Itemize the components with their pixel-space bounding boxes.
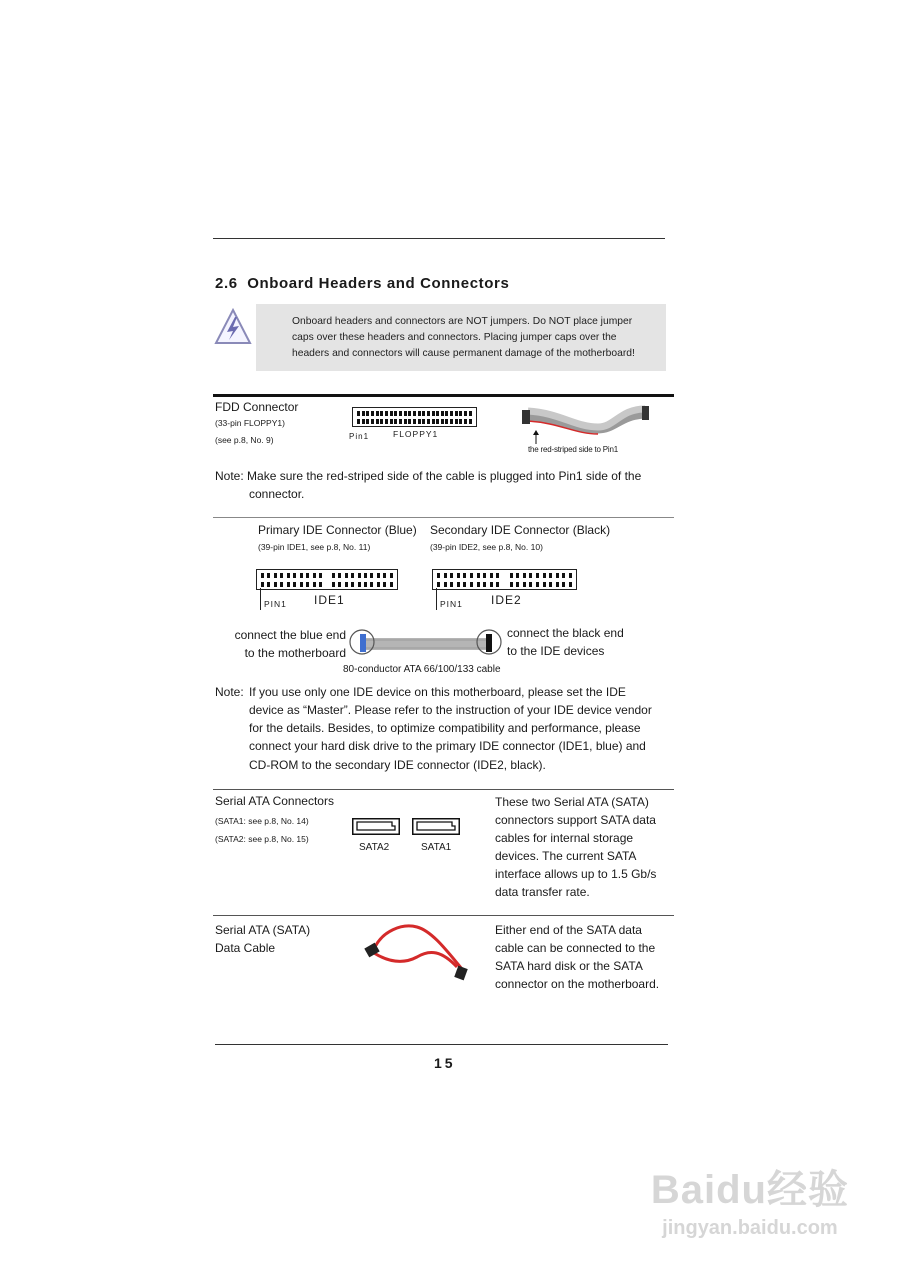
ide1-label: IDE1 [314, 593, 345, 607]
warning-triangle-icon [214, 307, 252, 347]
sata-description [495, 793, 656, 901]
fdd-ref-label: (see p.8, No. 9) [215, 435, 274, 445]
floppy-pin1-label: Pin1 [349, 432, 370, 441]
ide-cable-image [348, 626, 504, 660]
blue-end-line1: connect the blue end [234, 628, 346, 642]
primary-ide-ref: (39-pin IDE1, see p.8, No. 11) [258, 542, 371, 552]
sata-cable-label [215, 921, 310, 957]
sata-desc-line3: cables for internal storage [495, 831, 634, 845]
fdd-top-rule [213, 394, 674, 397]
sata-top-rule [213, 789, 674, 790]
floppy-header [352, 407, 477, 427]
fdd-note [215, 467, 675, 485]
sata-desc-line6: data transfer rate. [495, 885, 590, 899]
sata-cable-name-line2: Data Cable [215, 941, 276, 955]
top-rule [213, 238, 665, 239]
sata1-connector [412, 818, 460, 835]
page-number: 15 [434, 1055, 456, 1071]
ide-note-line2: device as “Master”. Please refer to the instruction of your IDE device vendor [249, 703, 652, 717]
sata-cable-desc-line1: Either end of the SATA data [495, 923, 642, 937]
black-end-line2: to the IDE devices [507, 644, 605, 658]
blue-end-text [200, 626, 346, 662]
sata-cable-top-rule [213, 915, 674, 916]
black-end-text [507, 624, 624, 660]
fdd-note-line1: Make sure the red-striped side of the cable is plugged into Pin1 side of the [247, 469, 642, 483]
blue-end-line2: to the motherboard [244, 646, 346, 660]
black-end-line1: connect the black end [507, 626, 624, 640]
sata-desc-line5: interface allows up to 1.5 Gb/s [495, 867, 657, 881]
section-number: 2.6 [215, 275, 238, 292]
fdd-note-line2: connector. [249, 487, 305, 501]
ide1-pin1-marker [260, 588, 261, 610]
ide-top-rule [213, 517, 674, 518]
fdd-connector-label: FDD Connector [215, 400, 299, 414]
section-title [215, 275, 509, 292]
ide-note-line4: connect your hard disk drive to the primary IDE connector (IDE1, blue) and [249, 739, 646, 753]
ide-note-line1: If you use only one IDE device on this motherboard, please set the IDE [249, 685, 626, 699]
secondary-ide-ref: (39-pin IDE2, see p.8, No. 10) [430, 542, 543, 552]
ide2-pin1-label: PIN1 [440, 599, 463, 609]
sata-cable-desc-line2: cable can be connected to the [495, 941, 656, 955]
sata2-label: SATA2 [359, 842, 390, 853]
sata1-ref: (SATA1: see p.8, No. 14) [215, 816, 309, 826]
ide-note-line5: CD-ROM to the secondary IDE connector (IDE2, black). [249, 758, 546, 772]
section-title-text: Onboard Headers and Connectors [247, 275, 510, 292]
sata-connectors-label: Serial ATA Connectors [215, 794, 334, 808]
baidu-watermark [651, 1158, 849, 1240]
watermark-brand: Baidu经验 [650, 1168, 849, 1212]
ide-note-prefix: Note: [215, 685, 244, 699]
sata1-label: SATA1 [421, 842, 452, 853]
sata2-connector [352, 818, 400, 835]
ide2-pin1-marker [436, 588, 437, 610]
ide1-header [256, 569, 398, 590]
red-stripe-arrow-icon [532, 430, 540, 444]
footer-rule [215, 1044, 668, 1045]
sata-desc-line2: connectors support SATA data [495, 813, 656, 827]
sata-desc-line1: These two Serial ATA (SATA) [495, 795, 649, 809]
ide-note-line3: for the details. Besides, to optimize compatibility and performance, please [249, 721, 641, 735]
warning-text: Onboard headers and connectors are NOT jumpers. Do NOT place jumper caps over these headers and connectors. Placing jumper caps over the headers and connectors will cause permanent damage of the motherboard! [292, 316, 635, 359]
sata-cable-name-line1: Serial ATA (SATA) [215, 923, 311, 937]
sata-cable-image [362, 921, 474, 983]
sata-cable-desc-line3: SATA hard disk or the SATA [495, 959, 643, 973]
ide-cable-caption: 80-conductor ATA 66/100/133 cable [343, 664, 501, 675]
floppy-cable-caption: the red-striped side to Pin1 [528, 445, 619, 454]
watermark-url: jingyan.baidu.com [662, 1217, 838, 1239]
sata2-ref: (SATA2: see p.8, No. 15) [215, 834, 309, 844]
fdd-note-prefix: Note: [215, 469, 244, 483]
ide1-pin1-label: PIN1 [264, 599, 287, 609]
primary-ide-title: Primary IDE Connector (Blue) [258, 523, 417, 537]
sata-desc-line4: devices. The current SATA [495, 849, 637, 863]
floppy-header-label: FLOPPY1 [393, 429, 439, 439]
secondary-ide-title: Secondary IDE Connector (Black) [430, 523, 611, 537]
warning-box [256, 304, 666, 371]
ide2-label: IDE2 [491, 593, 522, 607]
sata-cable-desc-line4: connector on the motherboard. [495, 977, 660, 991]
fdd-pins-label: (33-pin FLOPPY1) [215, 418, 285, 428]
sata-cable-description [495, 921, 659, 993]
ide2-header [432, 569, 577, 590]
